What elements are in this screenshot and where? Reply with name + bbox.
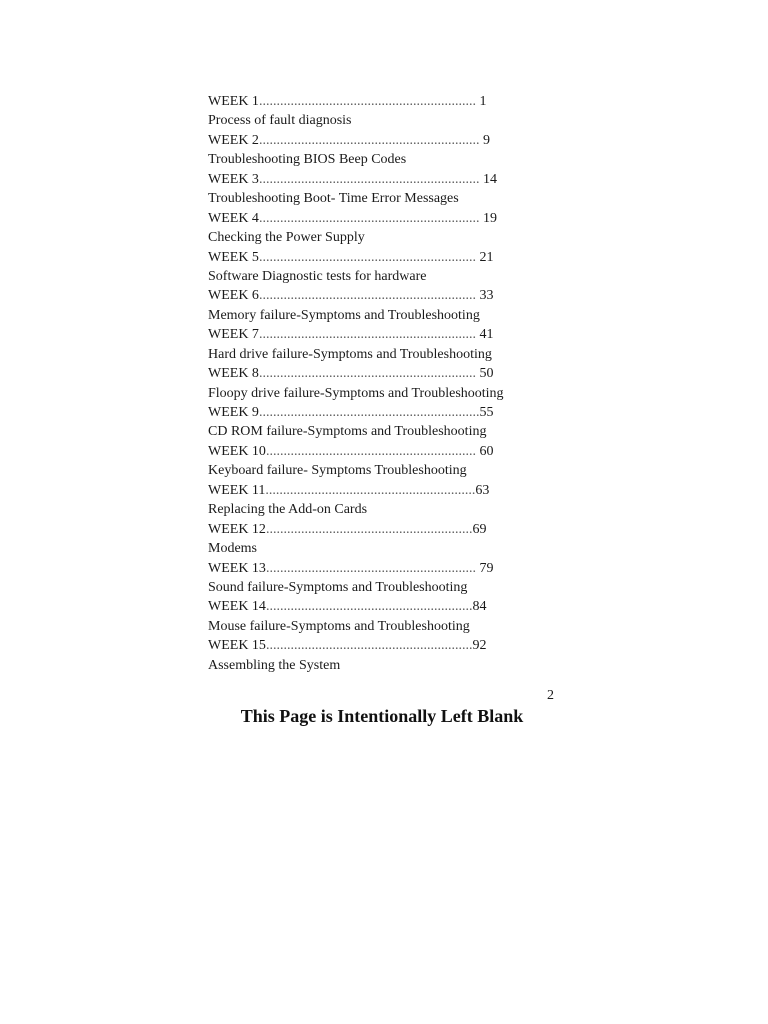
toc-dot-leader: ............................................................... <box>258 405 480 420</box>
toc-page-number: 92 <box>472 638 487 654</box>
toc-week-label: WEEK 13 <box>208 560 266 576</box>
toc-page-number: 33 <box>475 288 494 304</box>
toc-dot-leader: .............................................................. <box>258 288 476 304</box>
toc-week-label: WEEK 11 <box>208 482 266 498</box>
toc-topic-title: Sound failure-Symptoms and Troubleshooting <box>208 579 468 595</box>
toc-topic-title: Modems <box>208 541 257 557</box>
toc-topic-title: Mouse failure-Symptoms and Troubleshooting <box>208 618 470 634</box>
toc-topic-title: Process of fault diagnosis <box>208 113 352 129</box>
toc-topic-title: Software Diagnostic tests for hardware <box>208 268 427 284</box>
toc-page-number: 1 <box>475 94 487 109</box>
toc-week-label: WEEK 5 <box>208 249 259 265</box>
toc-dot-leader: .............................................................. <box>258 327 476 343</box>
toc-week-label: WEEK 15 <box>208 638 266 654</box>
toc-dot-leader: ........................................................... <box>265 599 473 615</box>
toc-topic-title: Checking the Power Supply <box>208 230 365 246</box>
toc-topic-title: CD ROM failure-Symptoms and Troubleshooting <box>208 424 487 440</box>
toc-topic-title: Troubleshooting Boot- Time Error Messages <box>208 191 459 207</box>
toc-week-label: WEEK 12 <box>208 521 266 537</box>
toc-topic-title: Memory failure-Symptoms and Troubleshooting <box>208 307 480 323</box>
toc-dot-leader: ............................................................ <box>265 560 476 576</box>
toc-week-label: WEEK 7 <box>208 327 259 343</box>
toc-topic-title: Keyboard failure- Symptoms Troubleshooting <box>208 463 467 479</box>
toc-page-number: 79 <box>475 560 494 576</box>
toc-topic-title: Assembling the System <box>208 657 341 673</box>
toc-week-label: WEEK 1 <box>208 94 259 109</box>
toc-dot-leader: ............................................................... <box>258 132 480 148</box>
toc-week-entry <box>208 597 528 616</box>
toc-week-entry <box>208 636 528 655</box>
toc-dot-leader: .............................................................. <box>258 249 476 265</box>
toc-page-number: 19 <box>479 210 497 226</box>
toc-dot-leader: ............................................................ <box>265 482 476 498</box>
toc-week-label: WEEK 2 <box>208 132 259 148</box>
toc-week-label: WEEK 8 <box>208 366 259 382</box>
blank-page-note: This Page is Intentionally Left Blank <box>240 706 524 726</box>
toc-week-entry <box>208 325 528 344</box>
toc-week-label: WEEK 10 <box>208 443 266 459</box>
toc-week-label: WEEK 14 <box>208 599 266 615</box>
toc-week-entry <box>208 442 528 461</box>
toc-topic-title: Hard drive failure-Symptoms and Troubleshooting <box>208 346 492 362</box>
toc-page-number: 9 <box>479 132 490 148</box>
toc-week-label: WEEK 3 <box>208 171 259 187</box>
toc-dot-leader: ............................................................ <box>265 443 476 459</box>
toc-page-number: 84 <box>472 599 487 615</box>
toc-week-entry <box>208 286 528 305</box>
toc-dot-leader: ............................................................... <box>258 171 480 187</box>
toc-topic-title: Troubleshooting BIOS Beep Codes <box>208 152 407 168</box>
toc-page-number: 50 <box>475 366 494 382</box>
toc-page-number: 41 <box>475 327 494 343</box>
toc-week-entry <box>208 520 528 539</box>
toc-page-number: 55 <box>479 405 494 420</box>
toc-page-number: 69 <box>472 521 487 537</box>
page-number: 2 <box>547 688 554 703</box>
toc-week-entry <box>208 131 528 150</box>
toc-week-entry <box>208 209 528 228</box>
toc-dot-leader: .............................................................. <box>258 94 476 109</box>
toc-page-number: 21 <box>475 249 494 265</box>
toc-week-label: WEEK 9 <box>208 405 259 420</box>
toc-page-number: 60 <box>475 443 494 459</box>
toc-page-number: 63 <box>475 482 490 498</box>
toc-week-entry <box>208 481 528 500</box>
toc-week-label: WEEK 6 <box>208 288 259 304</box>
toc-week-entry <box>208 403 528 422</box>
toc-week-entry <box>208 248 528 267</box>
toc-dot-leader: ........................................................... <box>265 521 473 537</box>
toc-week-label: WEEK 4 <box>208 210 259 226</box>
table-of-contents <box>208 92 528 675</box>
toc-week-entry <box>208 170 528 189</box>
toc-week-entry <box>208 364 528 383</box>
toc-dot-leader: ........................................................... <box>265 638 473 654</box>
toc-topic-title: Replacing the Add-on Cards <box>208 502 368 518</box>
toc-week-entry <box>208 92 528 111</box>
toc-topic-title: Floopy drive failure-Symptoms and Troubleshooting <box>208 385 504 401</box>
toc-week-entry <box>208 559 528 578</box>
toc-dot-leader: .............................................................. <box>258 366 476 382</box>
toc-page-number: 14 <box>479 171 497 187</box>
toc-dot-leader: ............................................................... <box>258 210 480 226</box>
